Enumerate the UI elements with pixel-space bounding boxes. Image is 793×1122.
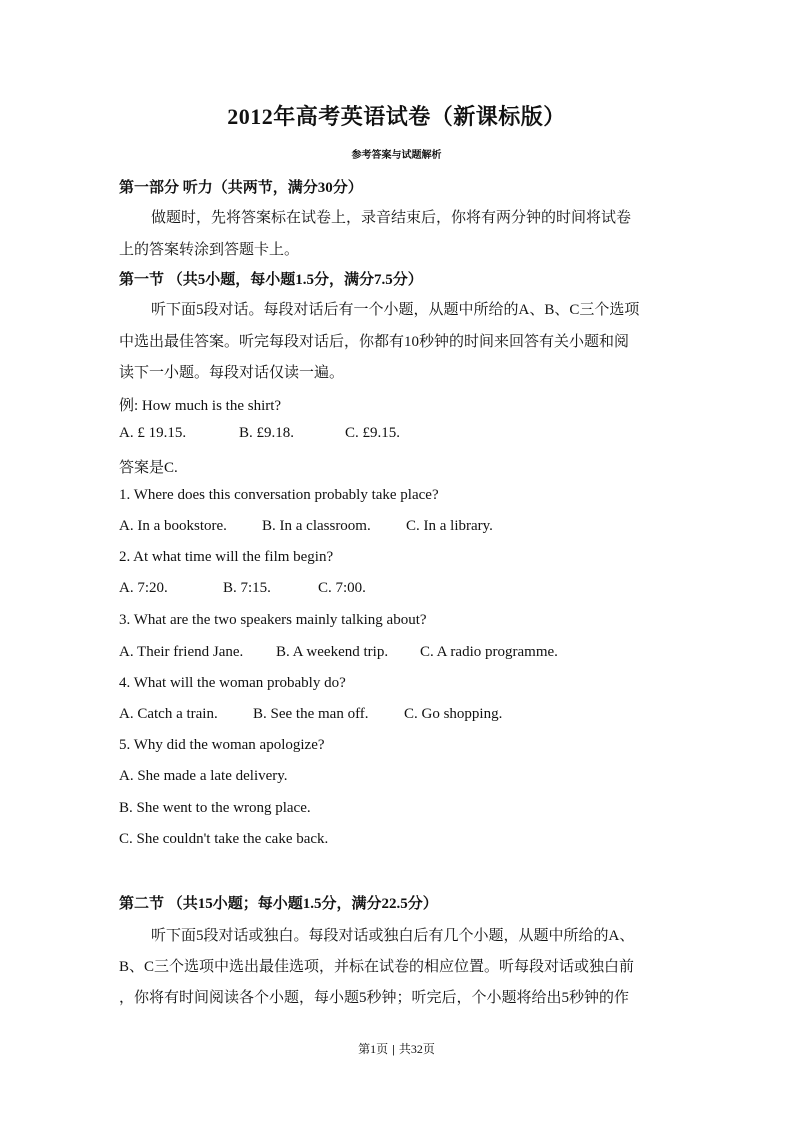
question-3: 3. What are the two speakers mainly talking about? [119, 612, 427, 628]
part1-intro-line2: 上的答案转涂到答题卡上。 [119, 242, 300, 258]
page-footer [0, 1040, 793, 1057]
option-c: C. In a library. [406, 518, 493, 534]
option-a: A. Catch a train. [119, 706, 218, 722]
question-5-option-a: A. She made a late delivery. [119, 768, 288, 784]
question-1: 1. Where does this conversation probably take place? [119, 487, 439, 503]
question-5-option-b: B. She went to the wrong place. [119, 800, 311, 816]
page-number: 第1页 [358, 1042, 389, 1056]
question-2-options [119, 580, 366, 597]
section1-intro-line2: 中选出最佳答案。听完每段对话后，你都有10秒钟的时间来回答有关小题和阅 [119, 334, 630, 350]
option-b: B. See the man off. [253, 706, 369, 722]
section1-heading: 第一节 （共5小题，每小题1.5分，满分7.5分） [119, 272, 423, 288]
option-b: B. A weekend trip. [276, 644, 389, 660]
option-c: C. Go shopping. [404, 706, 503, 722]
question-2: 2. At what time will the film begin? [119, 549, 334, 565]
footer-separator: | [392, 1042, 395, 1056]
question-5-option-c: C. She couldn't take the cake back. [119, 831, 329, 847]
option-b: B. £9.18. [239, 425, 295, 441]
question-5: 5. Why did the woman apologize? [119, 737, 325, 753]
option-b: B. In a classroom. [262, 518, 371, 534]
page-title: 2012年高考英语试卷（新课标版） [227, 104, 566, 129]
part1-heading: 第一部分 听力（共两节，满分30分） [119, 180, 363, 196]
option-a: A. In a bookstore. [119, 518, 227, 534]
section1-intro-line1: 听下面5段对话。每段对话后有一个小题，从题中所给的A、B、C三个选项 [151, 302, 640, 318]
option-c: C. 7:00. [318, 580, 366, 596]
option-b: B. 7:15. [223, 580, 271, 596]
question-4-options [119, 706, 502, 723]
page-subtitle: 参考答案与试题解析 [351, 150, 442, 161]
example-answer: 答案是C. [119, 460, 178, 476]
example-options [119, 425, 400, 442]
option-a: A. £ 19.15. [119, 425, 187, 441]
option-c: C. £9.15. [345, 425, 401, 441]
part1-intro-line1: 做题时，先将答案标在试卷上，录音结束后，你将有两分钟的时间将试卷 [151, 210, 632, 226]
section2-intro-line3: ，你将有时间阅读各个小题，每小题5秒钟；听完后，个小题将给出5秒钟的作 [119, 990, 630, 1006]
question-4: 4. What will the woman probably do? [119, 675, 346, 691]
example-question: 例: How much is the shirt? [119, 398, 282, 414]
section2-heading: 第二节 （共15小题；每小题1.5分，满分22.5分） [119, 896, 438, 912]
option-c: C. A radio programme. [420, 644, 558, 660]
section2-intro-line1: 听下面5段对话或独白。每段对话或独白后有几个小题，从题中所给的A、 [151, 928, 635, 944]
question-3-options [119, 644, 558, 661]
option-a: A. 7:20. [119, 580, 168, 596]
section2-intro-line2: B、C三个选项中选出最佳选项，并标在试卷的相应位置。听每段对话或独白前 [119, 959, 635, 975]
question-1-options [119, 518, 493, 535]
section1-intro-line3: 读下一小题。每段对话仅读一遍。 [119, 365, 345, 381]
page-total: 共32页 [398, 1042, 435, 1056]
option-a: A. Their friend Jane. [119, 644, 244, 660]
